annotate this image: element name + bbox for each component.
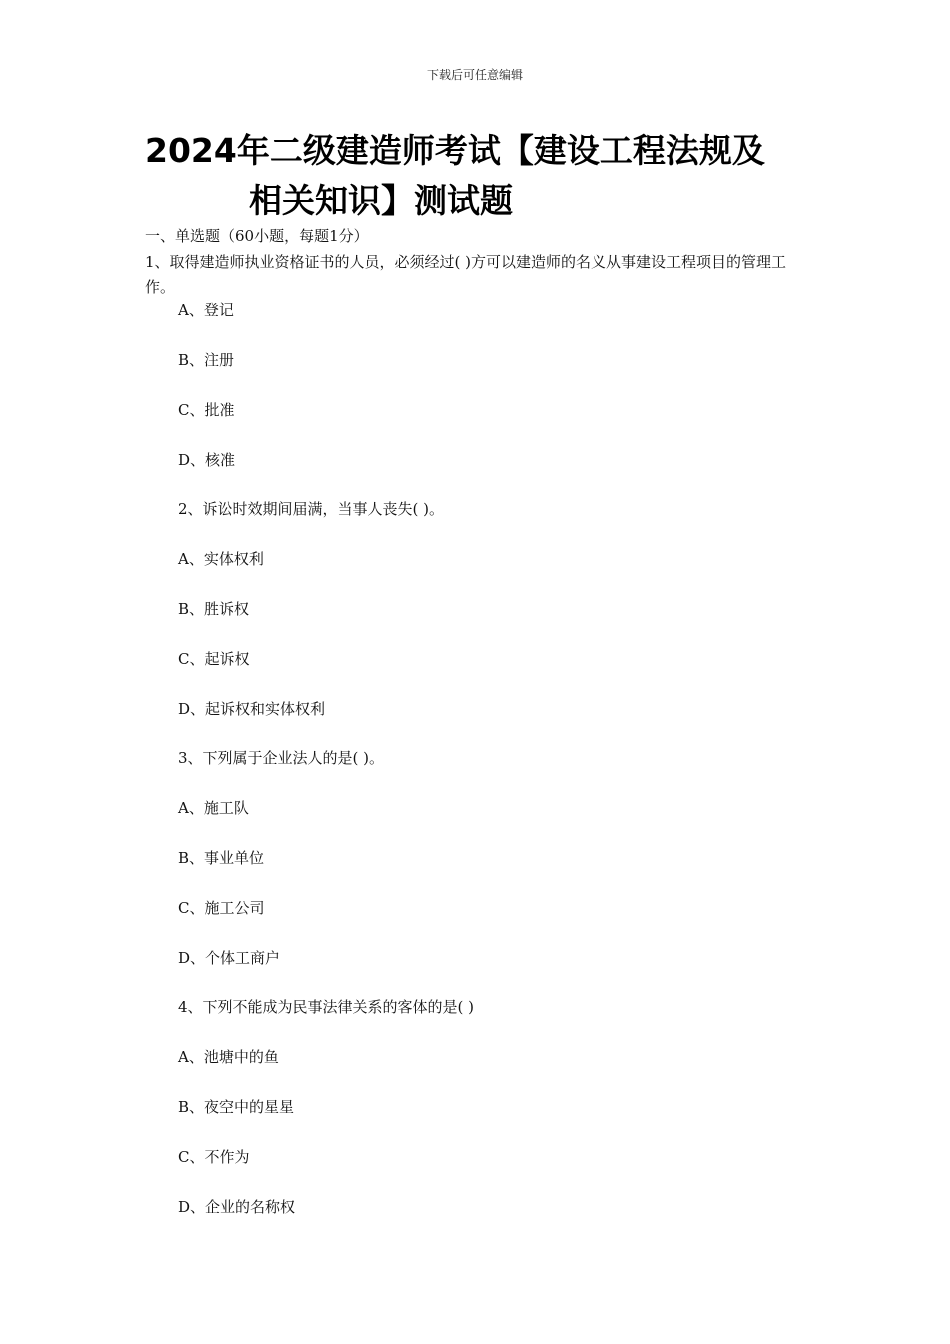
question-2-option-d: D、起诉权和实体权利 <box>178 700 326 718</box>
section-heading: 一、单选题（60小题，每题1分） <box>145 227 369 245</box>
header-note: 下载后可任意编辑 <box>426 68 523 82</box>
question-1-stem: 1、取得建造师执业资格证书的人员，必须经过( )方可以建造师的名义从事建设工程项目的管理工作。 <box>145 253 787 296</box>
question-4-stem: 4、下列不能成为民事法律关系的客体的是( ) <box>178 998 475 1016</box>
question-1-option-a: A、登记 <box>178 301 234 319</box>
question-3-stem: 3、下列属于企业法人的是( )。 <box>178 749 385 767</box>
title-line-2: 相关知识】测试题 <box>249 181 513 220</box>
question-1-option-c: C、批准 <box>178 401 235 419</box>
question-1-option-b: B、注册 <box>178 351 235 369</box>
question-2-option-b: B、胜诉权 <box>178 600 250 618</box>
question-4-option-d: D、企业的名称权 <box>178 1198 296 1216</box>
question-4-option-a: A、池塘中的鱼 <box>178 1048 279 1066</box>
question-1-option-d: D、核准 <box>178 451 236 469</box>
question-2-option-a: A、实体权利 <box>178 550 264 568</box>
title-line-1: 2024年二级建造师考试【建设工程法规及 <box>145 131 765 170</box>
document-title <box>145 126 825 226</box>
question-3-option-d: D、个体工商户 <box>178 949 281 967</box>
question-3-option-a: A、施工队 <box>178 799 249 817</box>
question-2-stem: 2、诉讼时效期间届满，当事人丧失( )。 <box>178 500 445 518</box>
question-3-option-c: C、施工公司 <box>178 899 265 917</box>
question-4-option-c: C、不作为 <box>178 1148 250 1166</box>
question-2-option-c: C、起诉权 <box>178 650 250 668</box>
question-3-option-b: B、事业单位 <box>178 849 265 867</box>
question-4-option-b: B、夜空中的星星 <box>178 1098 295 1116</box>
